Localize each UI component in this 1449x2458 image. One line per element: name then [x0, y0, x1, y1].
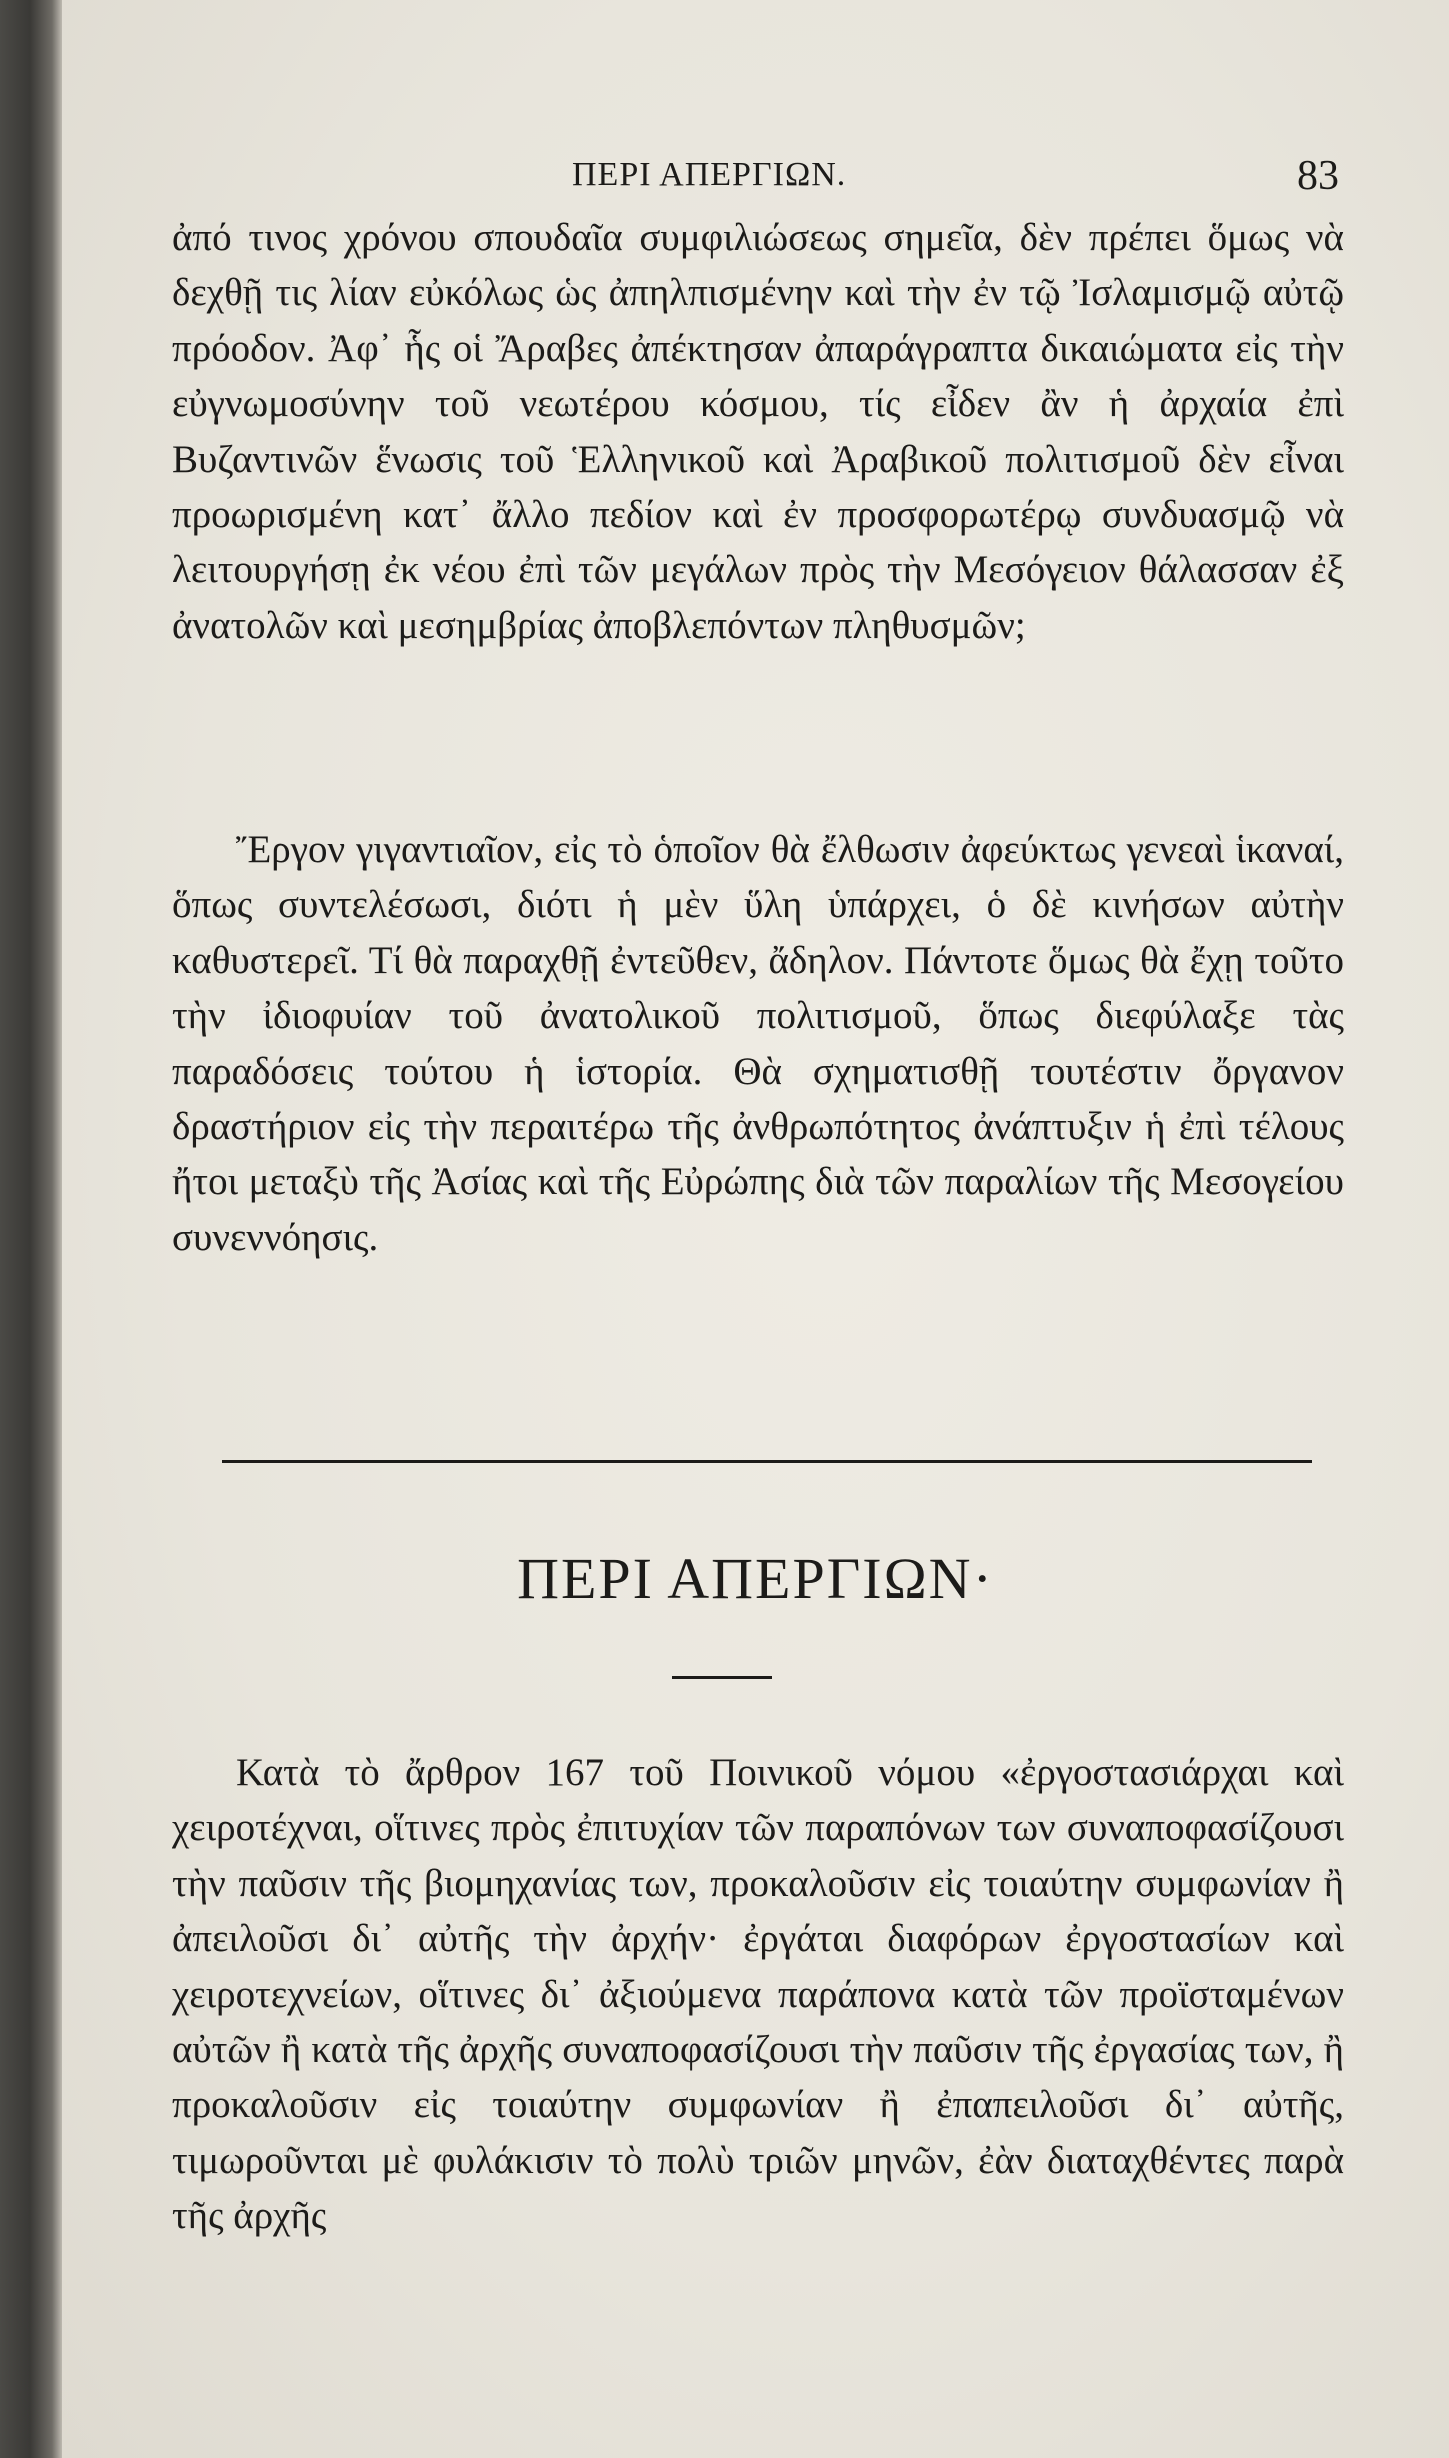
- section-heading: ΠΕΡΙ ΑΠΕΡΓΙΩΝ·: [517, 1546, 994, 1611]
- paragraph-continuation: ἀπό τινος χρόνου σπουδαῖα συμφιλιώσεως σημεῖα, δὲν πρέπει ὅμως νὰ δεχθῇ τις λίαν εὐκόλως ὡς ἀπηλπισμένην καὶ τὴν ἐν τῷ Ἰσλαμισμῷ αὐτῷ πρόοδον. Ἀφ᾽ ἧς οἱ Ἄραβες ἀπέκτησαν ἀπαράγραπτα δικαιώματα εἰς τὴν εὐγνωμοσύνην τοῦ νεωτέρου κόσμου, τίς εἶδεν ἂν ἡ ἀρχαία ἐπὶ Βυζαντινῶν ἕνωσις τοῦ Ἑλληνικοῦ καὶ Ἀραβικοῦ πολιτισμοῦ δὲν εἶναι προωρισμένη κατ᾽ ἄλλο πεδίον καὶ ἐν προσφορωτέρῳ συνδυασμῷ νὰ λειτουργήσῃ ἐκ νέου ἐπὶ τῶν μεγάλων πρὸς τὴν Μεσόγειον θάλασσαν ἐξ ἀνατολῶν καὶ μεσημβρίας ἀποβλεπόντων πληθυσμῶν;: [172, 216, 1344, 647]
- page-number: 83: [1297, 153, 1339, 199]
- running-head-title: ΠΕΡΙ ΑΠΕΡΓΙΩΝ.: [572, 156, 847, 193]
- heading-underline-rule: [672, 1676, 772, 1679]
- book-spine-shadow: [0, 0, 62, 2458]
- paragraph-ergon: Ἔργον γιγαντιαῖον, εἰς τὸ ὁποῖον θὰ ἔλθωσιν ἀφεύκτως γενεαὶ ἱκαναί, ὅπως συντελέσωσι, διότι ἡ μὲν ὕλη ὑπάρχει, ὁ δὲ κινήσων αὐτὴν καθυστερεῖ. Τί θὰ παραχθῇ ἐντεῦθεν, ἄδηλον. Πάντοτε ὅμως θὰ ἔχῃ τοῦτο τὴν ἰδιοφυίαν τοῦ ἀνατολικοῦ πολιτισμοῦ, ὅπως διεφύλαξε τὰς παραδόσεις τούτου ἡ ἱστορία. Θὰ σχηματισθῇ τουτέστιν ὄργανον δραστήριον εἰς τὴν περαιτέρω τῆς ἀνθρωπότητος ἀνάπτυξιν ἡ ἐπὶ τέλους ἤτοι μεταξὺ τῆς Ἀσίας καὶ τῆς Εὐρώπης διὰ τῶν παραλίων τῆς Μεσογείου συνεννόησις.: [172, 828, 1344, 1259]
- section-divider-rule: [222, 1460, 1312, 1463]
- paragraph-article-167: Κατὰ τὸ ἄρθρον 167 τοῦ Ποινικοῦ νόμου «ἐργοστασιάρχαι καὶ χειροτέχναι, οἵτινες πρὸς ἐπιτυχίαν τῶν παραπόνων των συναποφασίζουσι τὴν παῦσιν τῆς βιομηχανίας των, προκαλοῦσιν εἰς τοιαύτην συμφωνίαν ἢ ἀπειλοῦσι δι᾽ αὐτῆς τὴν ἀρχήν· ἐργάται διαφόρων ἐργοστασίων καὶ χειροτεχνείων, οἵτινες δι᾽ ἀξιούμενα παράπονα κατὰ τῶν προϊσταμένων αὐτῶν ἢ κατὰ τῆς ἀρχῆς συναποφασίζουσι τὴν παῦσιν τῆς ἐργασίας των, ἢ προκαλοῦσιν εἰς τοιαύτην συμφωνίαν ἢ ἐπαπειλοῦσι δι᾽ αὐτῆς, τιμωροῦνται μὲ φυλάκισιν τὸ πολὺ τριῶν μηνῶν, ἐὰν διαταχθέντες παρὰ τῆς ἀρχῆς: [172, 1751, 1344, 2238]
- book-page: [62, 0, 1449, 2458]
- running-head: [62, 152, 1449, 202]
